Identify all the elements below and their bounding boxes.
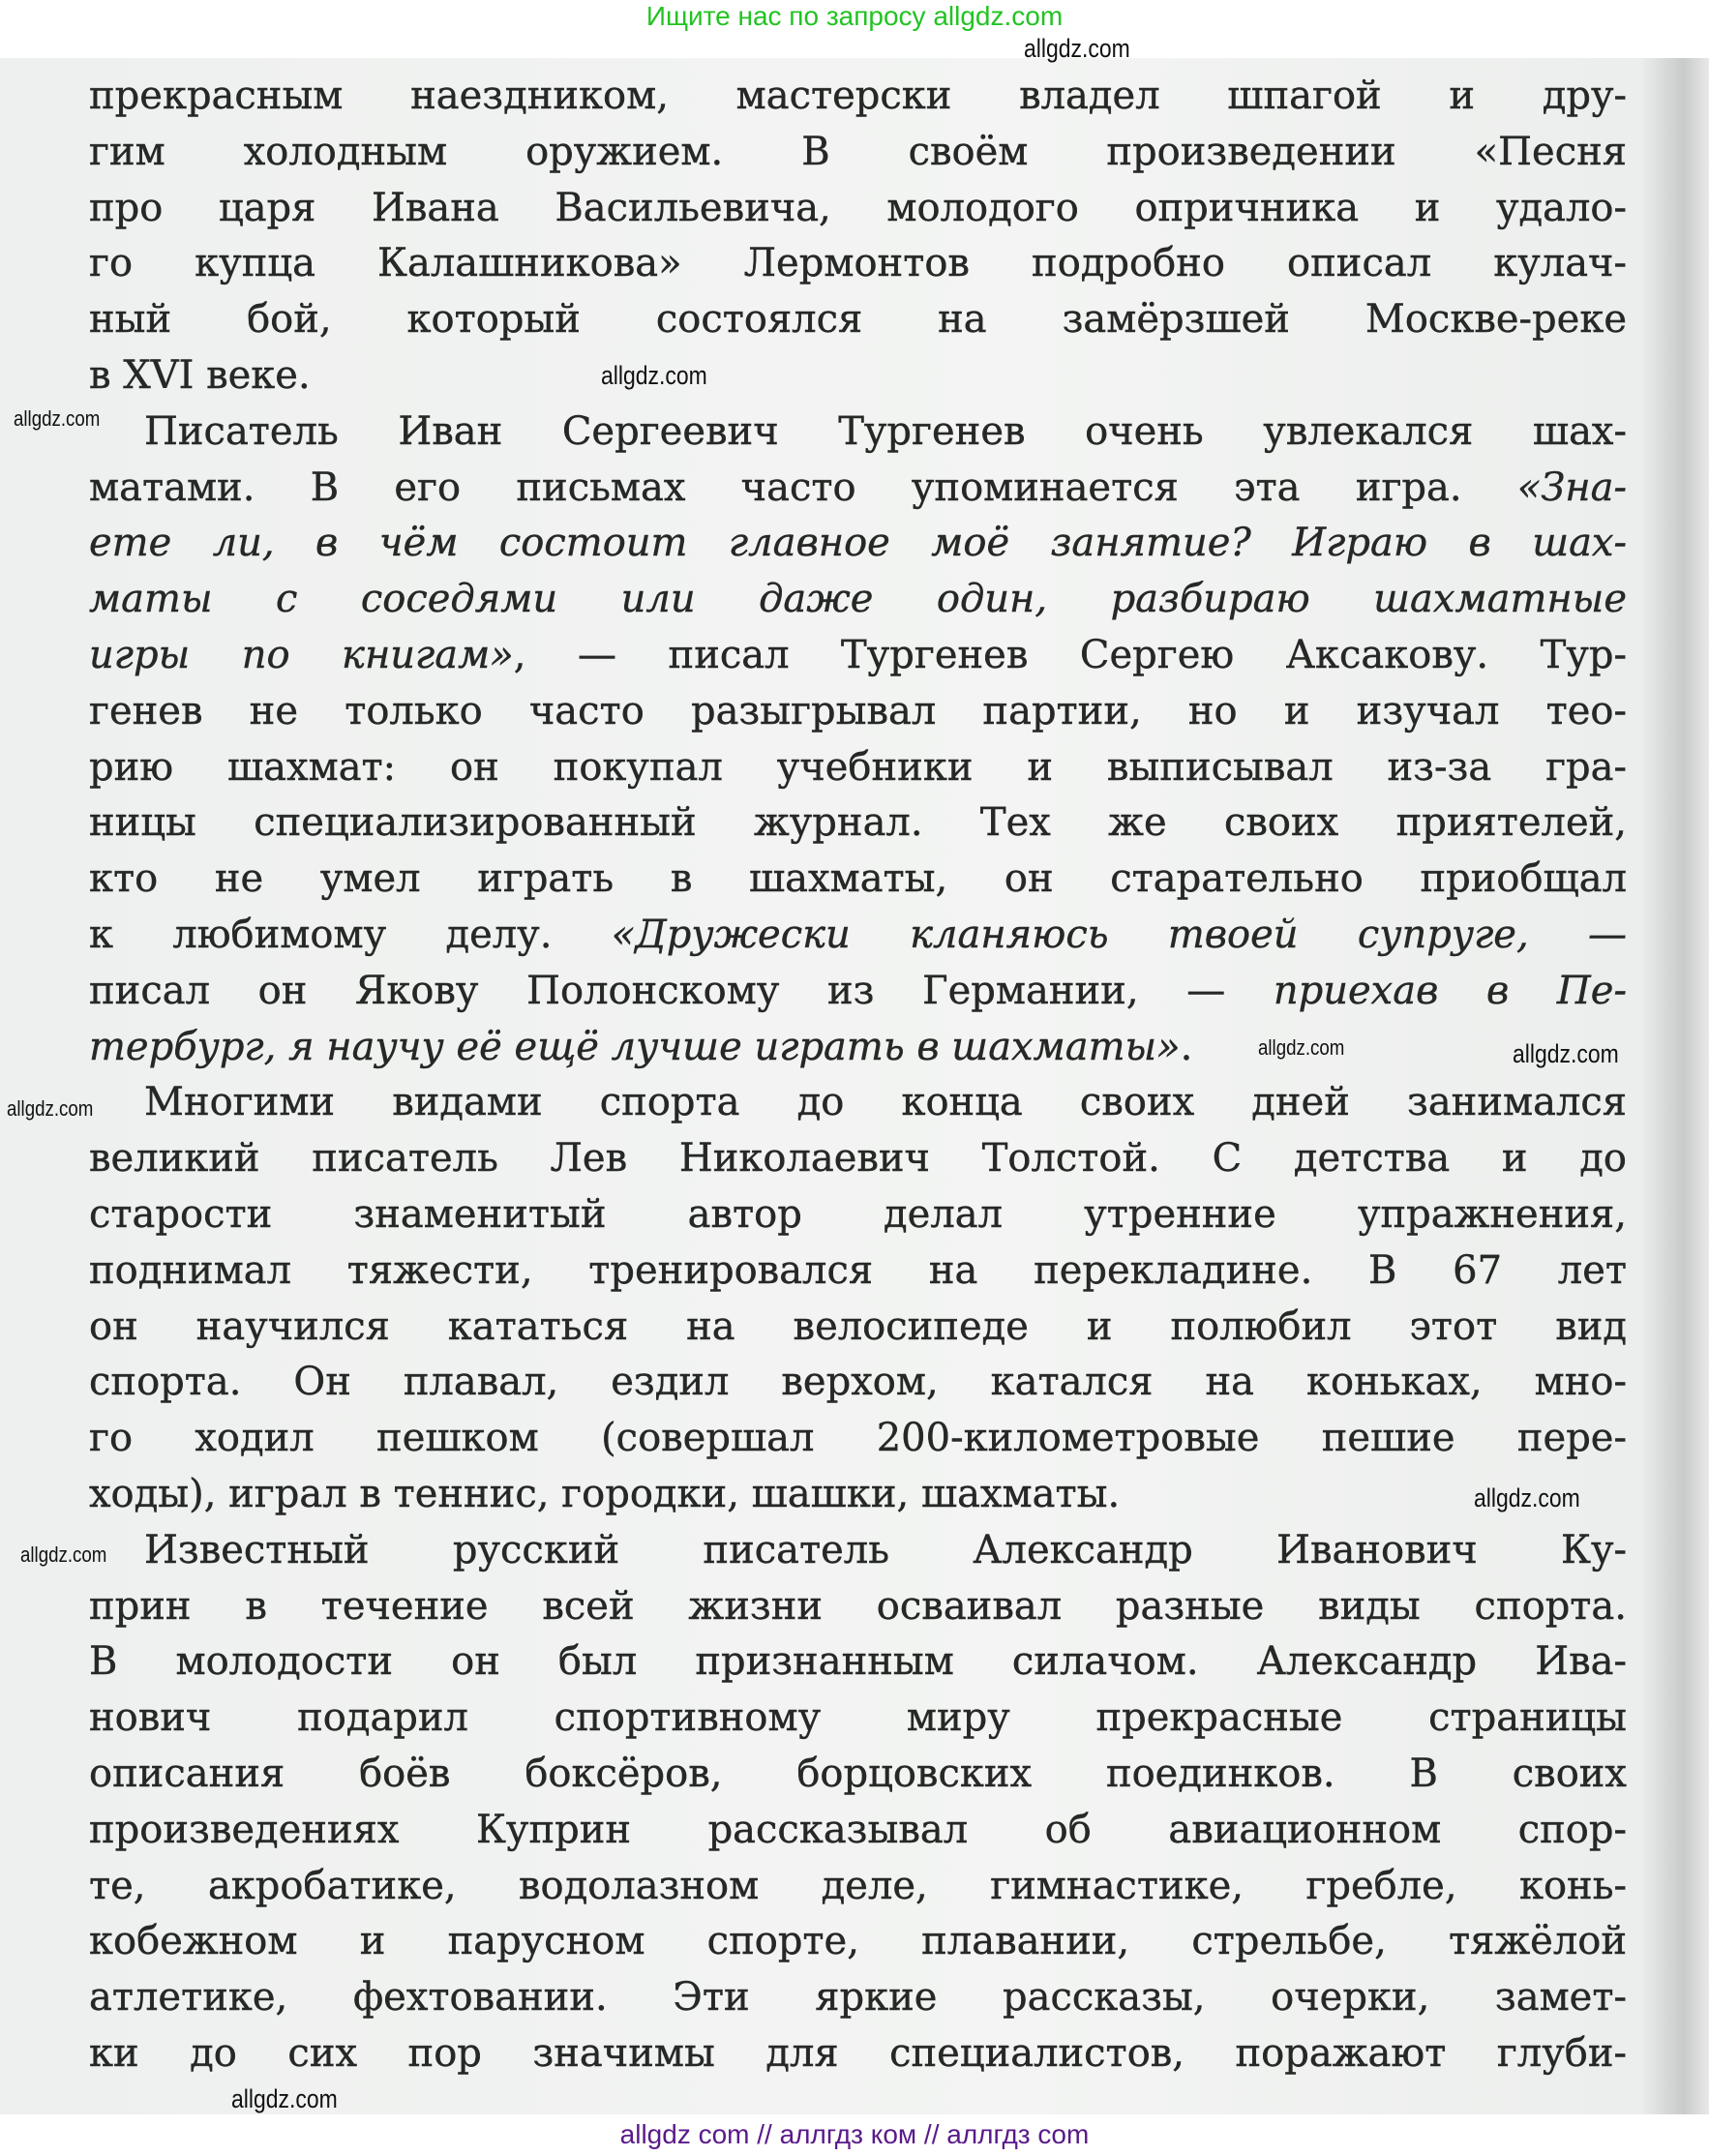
text-segment: гим холодным оружием. В своём произведении «Песня xyxy=(89,129,1627,174)
text-segment: к любимому делу. xyxy=(89,913,612,957)
text-segment: Известный русский писатель Александр Иванович Ку- xyxy=(144,1527,1627,1572)
text-line xyxy=(89,1243,1627,1299)
text-line xyxy=(89,1633,1627,1690)
text-segment: произведениях Куприн рассказывал об авиационном спор- xyxy=(89,1807,1627,1852)
italic-quote-segment: маты с соседями или даже один, разбираю шахматные xyxy=(89,577,1627,622)
text-line xyxy=(89,1019,1627,1075)
text-line xyxy=(89,851,1627,907)
watermark: allgdz.com xyxy=(1513,1039,1619,1068)
text-segment: описания боёв боксёров, борцовских поединков. В своих xyxy=(89,1752,1627,1796)
text-segment: Многими видами спорта до конца своих дней занимался xyxy=(144,1080,1627,1125)
text-segment: старости знаменитый автор делал утренние упражнения, xyxy=(89,1192,1627,1237)
text-line xyxy=(89,180,1627,236)
text-segment: ный бой, который состоялся на замёрзшей Москве-реке xyxy=(89,297,1627,343)
text-segment: про царя Ивана Васильевича, молодого опричника и удало- xyxy=(89,185,1627,230)
watermark: allgdz.com xyxy=(20,1542,107,1567)
text-line xyxy=(89,1354,1627,1410)
text-line xyxy=(89,1299,1627,1355)
text-line xyxy=(89,739,1627,795)
text-line xyxy=(89,1690,1627,1746)
text-segment: матами. В его письмах часто упоминается эта игра. xyxy=(89,464,1517,510)
text-segment: великий писатель Лев Николаевич Толстой. С детства и до xyxy=(89,1136,1627,1182)
text-line xyxy=(89,1186,1627,1243)
text-line xyxy=(89,1969,1627,2025)
text-line xyxy=(144,1074,1627,1130)
text-line xyxy=(89,460,1627,516)
text-line xyxy=(89,515,1627,571)
text-segment: . xyxy=(1180,1024,1193,1069)
text-segment: поднимал тяжести, тренировался на перекладине. В 67 лет xyxy=(89,1247,1627,1293)
text-line xyxy=(89,963,1627,1019)
text-line xyxy=(89,235,1627,291)
watermark: allgdz.com xyxy=(601,361,707,390)
watermark: allgdz.com xyxy=(231,2084,338,2113)
italic-quote-segment: приехав в Пе- xyxy=(1273,968,1627,1013)
text-line xyxy=(89,291,1627,347)
text-line xyxy=(89,347,1627,404)
text-line xyxy=(89,124,1627,180)
text-line xyxy=(89,1578,1627,1634)
text-segment: нович подарил спортивному миру прекрасные страницы xyxy=(89,1695,1627,1741)
italic-quote-segment: тербург, я научу её ещё лучше играть в шахматы» xyxy=(89,1024,1181,1069)
text-line xyxy=(89,1410,1627,1466)
bottom-watermark-banner: allgdz com // аллгдз ком // аллгдз com xyxy=(619,2119,1090,2149)
text-segment: кобежном и парусном спорте, плавании, стрельбе, тяжёлой xyxy=(89,1919,1627,1964)
text-segment: ки до сих пор значимы для специалистов, поражают глуби- xyxy=(89,2031,1627,2076)
text-segment: писал он Якову Полонскому из Германии, — xyxy=(89,968,1274,1013)
text-segment: В молодости он был признанным силачом. Александр Ива- xyxy=(89,1639,1627,1685)
text-segment: рию шахмат: он покупал учебники и выписывал из-за гра- xyxy=(89,744,1627,790)
text-segment: прин в течение всей жизни осваивал разные виды спорта. xyxy=(89,1583,1627,1629)
text-segment: в XVI веке. xyxy=(89,353,311,398)
text-line xyxy=(144,404,1627,460)
text-line xyxy=(89,1130,1627,1186)
text-segment: ницы специализированный журнал. Тех же своих приятелей, xyxy=(89,800,1627,846)
text-segment: Писатель Иван Сергеевич Тургенев очень увлекался шах- xyxy=(144,408,1627,454)
text-line xyxy=(89,68,1627,124)
text-line xyxy=(89,1858,1627,1914)
text-segment: прекрасным наездником, мастерски владел шпагой и дру- xyxy=(89,74,1627,118)
watermark: allgdz.com xyxy=(1258,1035,1345,1060)
watermark: allgdz.com xyxy=(14,406,101,431)
text-line xyxy=(89,571,1627,627)
text-line xyxy=(89,1802,1627,1858)
text-line xyxy=(89,1913,1627,1969)
top-watermark-banner: Ищите нас по запросу allgdz.com xyxy=(645,1,1064,31)
text-segment: спорта. Он плавал, ездил верхом, катался на коньках, мно- xyxy=(89,1360,1627,1405)
text-line xyxy=(89,1466,1627,1522)
italic-quote-segment: «Зна- xyxy=(1516,464,1627,510)
text-line xyxy=(89,627,1627,683)
text-segment: го ходил пешком (совершал 200-километровые пешие пере- xyxy=(89,1416,1627,1461)
text-line xyxy=(89,683,1627,739)
text-segment: ходы), играл в теннис, городки, шашки, шахматы. xyxy=(89,1472,1121,1516)
text-segment: кто не умел играть в шахматы, он старательно приобщал xyxy=(89,856,1627,902)
text-line xyxy=(89,794,1627,851)
text-segment: , — писал Тургенев Сергею Аксакову. Тур- xyxy=(513,633,1627,677)
text-line xyxy=(89,907,1627,963)
text-segment: атлетике, фехтовании. Эти яркие рассказы, очерки, замет- xyxy=(89,1975,1627,2021)
text-line xyxy=(144,1522,1627,1578)
text-line xyxy=(89,1746,1627,1802)
text-segment: он научился кататься на велосипеде и полюбил этот вид xyxy=(89,1303,1627,1349)
watermark: allgdz.com xyxy=(1474,1483,1580,1512)
italic-quote-segment: игры по книгам» xyxy=(89,633,514,677)
text-segment: генев не только часто разыгрывал партии, но и изучал тео- xyxy=(89,688,1627,734)
text-segment: те, акробатике, водолазном деле, гимнастике, гребле, конь- xyxy=(89,1863,1627,1908)
italic-quote-segment: ете ли, в чём состоит главное моё занятие? Играю в шах- xyxy=(89,521,1627,566)
text-line xyxy=(89,2025,1627,2081)
watermark: allgdz.com xyxy=(7,1096,94,1121)
text-segment: го купца Калашникова» Лермонтов подробно описал кулач- xyxy=(89,241,1627,286)
watermark: allgdz.com xyxy=(1024,34,1130,63)
italic-quote-segment: «Дружески кланяюсь твоей супруге, — xyxy=(611,913,1627,957)
